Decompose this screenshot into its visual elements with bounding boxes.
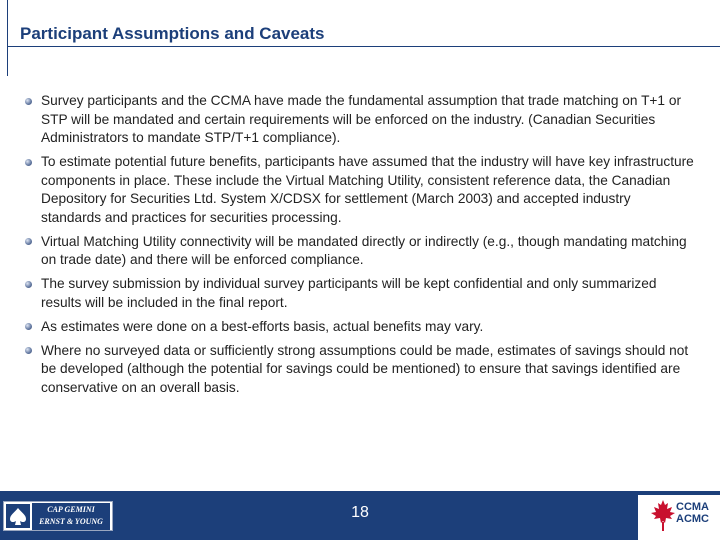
ccma-acmc-logo	[638, 495, 720, 540]
spade-emblem-icon	[6, 504, 30, 528]
right-logo-line1: CCMA	[676, 501, 709, 513]
bullet-text: Virtual Matching Utility connectivity will be mandated directly or indirectly (e.g., though mandating matching on trade date) and there will be enforced compliance.	[41, 233, 687, 267]
bullet-item	[24, 342, 694, 398]
bullet-icon	[25, 98, 32, 105]
bullet-text: As estimates were done on a best-efforts basis, actual benefits may vary.	[41, 318, 484, 334]
maple-leaf-icon	[650, 499, 676, 533]
bullet-icon	[25, 347, 32, 354]
bullet-item	[24, 318, 694, 337]
footer-bar	[0, 491, 720, 540]
title-frame	[7, 0, 720, 76]
bullet-item	[24, 92, 694, 148]
bullet-item	[24, 233, 694, 270]
bullet-icon	[25, 238, 32, 245]
bullet-icon	[25, 323, 32, 330]
bullet-list	[24, 92, 694, 403]
right-logo-line2: ACMC	[676, 513, 709, 525]
title-frame-vertical-rule	[7, 0, 8, 76]
bullet-icon	[25, 281, 32, 288]
left-logo-line1: CAP GEMINI	[47, 505, 95, 514]
bullet-text: Survey participants and the CCMA have made the fundamental assumption that trade matching on T+1 or STP will be mandated and certain requirements will be enforced on the industry. (Canadian Securities Administrators to mandate STP/T+1 compliance).	[41, 93, 682, 145]
right-logo-text	[676, 501, 709, 525]
bullet-icon	[25, 159, 32, 166]
bullet-item	[24, 275, 694, 312]
page-number: 18	[351, 504, 369, 521]
bullet-item	[24, 153, 694, 227]
cap-gemini-ernst-young-logo	[3, 501, 113, 531]
title-frame-horizontal-rule	[7, 46, 720, 47]
left-logo-text	[32, 503, 110, 530]
slide-title: Participant Assumptions and Caveats	[20, 24, 325, 43]
bullet-text: The survey submission by individual survey participants will be kept confidential and only summarized results will be included in the final report.	[41, 276, 657, 310]
bullet-text: Where no surveyed data or sufficiently strong assumptions could be made, estimates of savings should not be developed (although the potential for savings could be mentioned) to ensure that savings identified are conservative on an overall basis.	[41, 342, 689, 395]
left-logo-line2: ERNST & YOUNG	[39, 517, 103, 526]
bullet-text: To estimate potential future benefits, participants have assumed that the industry will have key infrastructure components in place. These include the Virtual Matching Utility, consistent reference data, the Canadian Depository for Securities Ltd. System X/CDSX for settlement (March 2003) and accepted industry standards and practices for securities processing.	[41, 154, 694, 225]
